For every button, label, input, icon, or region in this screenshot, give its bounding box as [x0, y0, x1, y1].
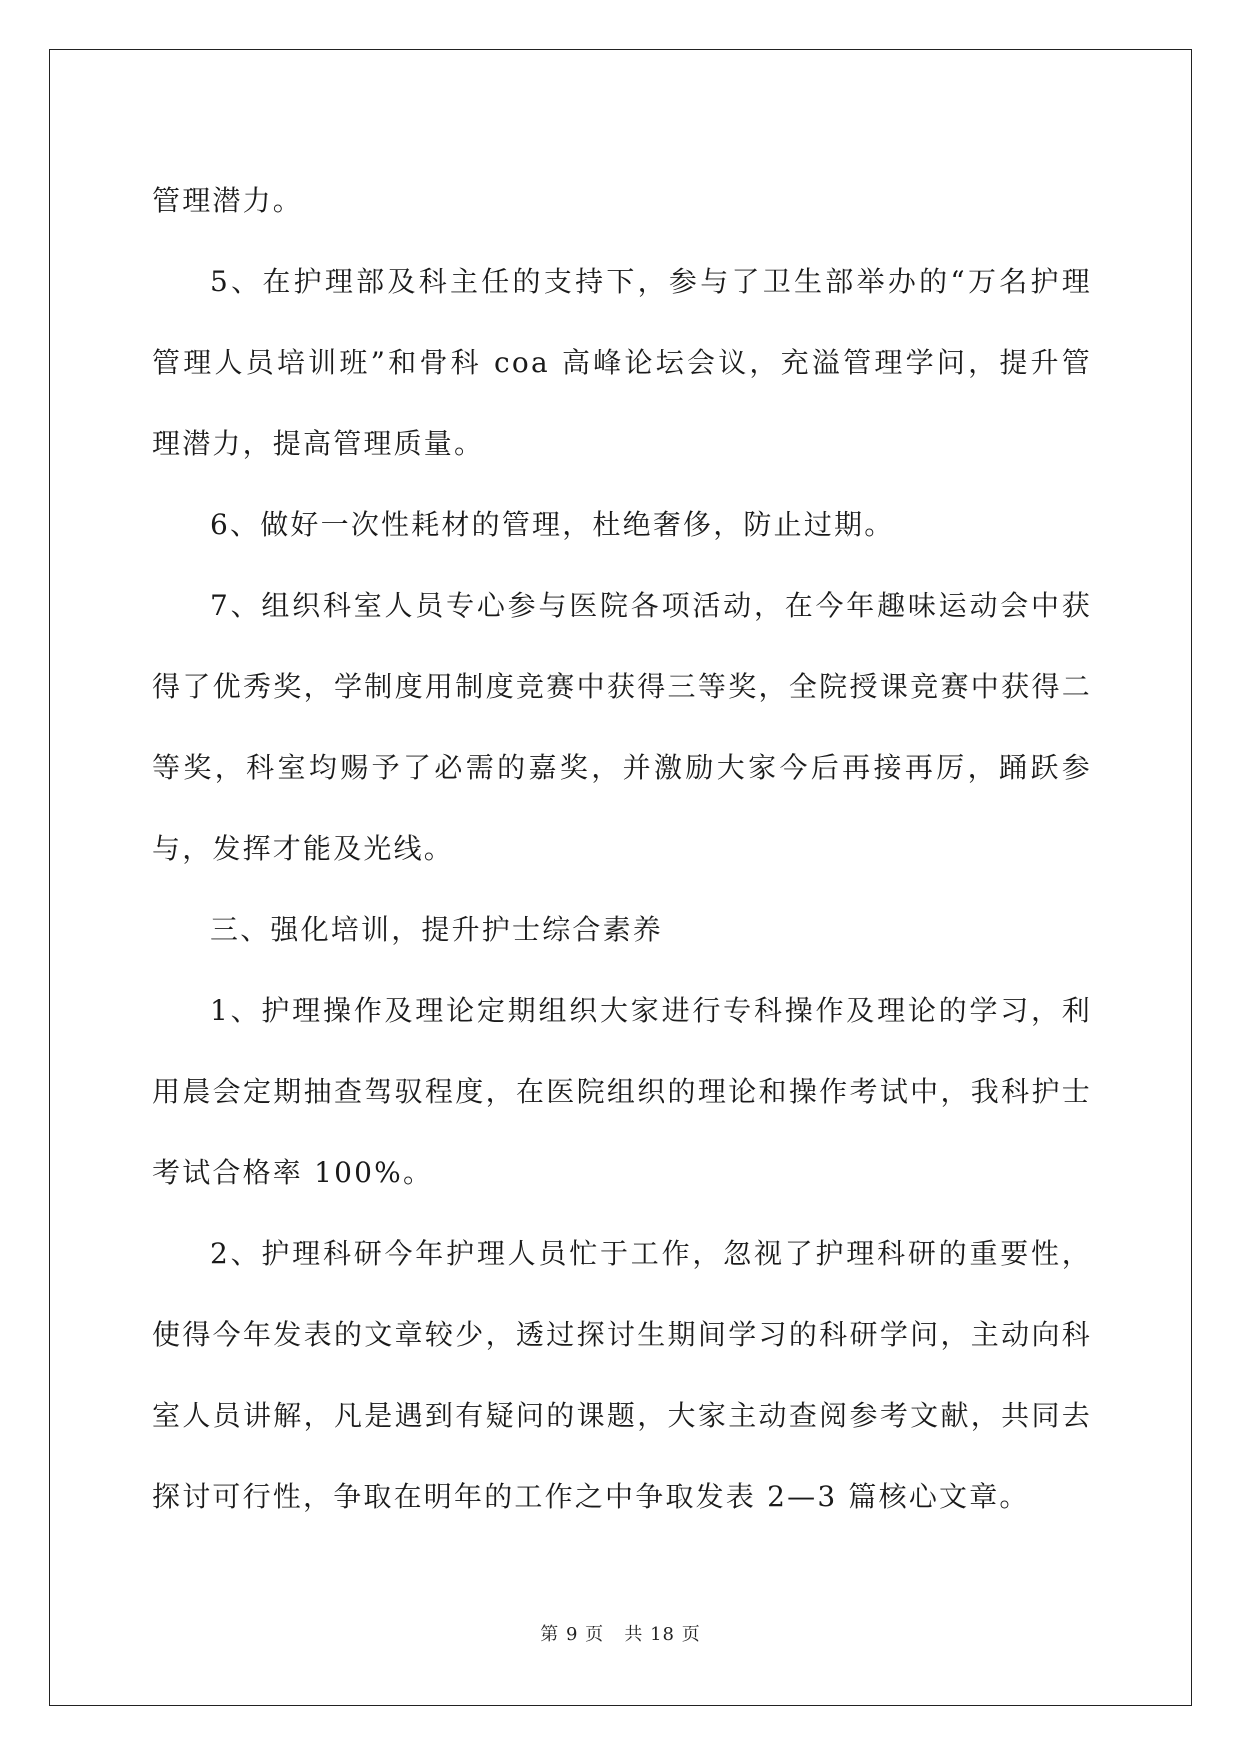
paragraph-2: 5、在护理部及科主任的支持下，参与了卫生部举办的“万名护理管理人员培训班”和骨科 coa 高峰论坛会议，充溢管理学问，提升管理潜力，提高管理质量。 — [152, 265, 1092, 460]
paragraph-3: 6、做好一次性耗材的管理，杜绝奢侈，防止过期。 — [210, 508, 895, 541]
page-number: 第 9 页 — [540, 1624, 605, 1645]
paragraph-5: 1、护理操作及理论定期组织大家进行专科操作及理论的学习，利用晨会定期抽查驾驭程度，在医院组织的理论和操作考试中，我科护士考试合格率 100%。 — [152, 994, 1092, 1189]
paragraph-4: 7、组织科室人员专心参与医院各项活动，在今年趣味运动会中获得了优秀奖，学制度用制度竞赛中获得三等奖，全院授课竞赛中获得二等奖，科室均赐予了必需的嘉奖，并激励大家今后再接再厉，踊跃参与，发挥才能及光线。 — [152, 589, 1092, 865]
section-heading: 三、强化培训，提升护士综合素养 — [210, 913, 664, 946]
page-footer — [0, 1620, 1241, 1646]
paragraph-6: 2、护理科研今年护理人员忙于工作，忽视了护理科研的重要性，使得今年发表的文章较少，透过探讨生期间学习的科研学问，主动向科室人员讲解，凡是遇到有疑问的课题，大家主动查阅参考文献，共同去探讨可行性，争取在明年的工作之中争取发表 2—3 篇核心文章。 — [152, 1237, 1092, 1513]
paragraph-1: 管理潜力。 — [152, 184, 304, 217]
document-body — [152, 160, 1092, 1537]
total-pages: 共 18 页 — [624, 1624, 701, 1645]
